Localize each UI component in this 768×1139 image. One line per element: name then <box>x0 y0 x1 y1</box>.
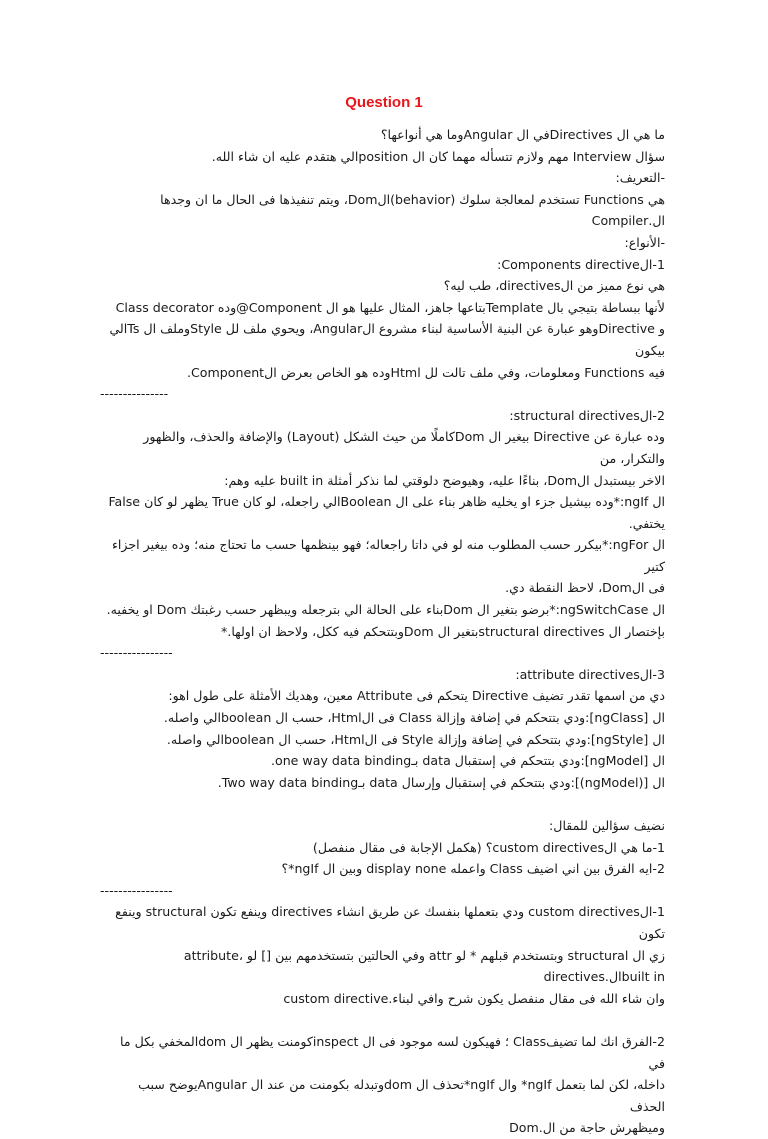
text-line: 2-ايه الفرق بين اني اضيف Class واعمله display none وبين ال ngIf*؟ <box>281 861 665 877</box>
text-line: -الأنواع: <box>624 234 665 250</box>
text-line: ال [(ngModel)]:ودي بتتحكم في إستقبال وإرسال data بـTwo way data binding. <box>217 774 665 790</box>
text-line: ال ngFor:*بيكرر حسب المطلوب منه لو في داتا راجعاله؛ فهو بينظمها حسب ما تحتاج منه؛ وده بيغير اجزاء كتير <box>112 537 665 574</box>
text-line: 1-ما هي الcustom directives؟ (هكمل الإجابة فى مقال منفصل) <box>312 839 665 855</box>
text-line: 3-الattribute directives: <box>515 666 665 682</box>
separator-line: ---------------- <box>100 882 173 898</box>
separator-line: --------------- <box>100 386 169 402</box>
text-line: ال [ngClass]:ودي بتتحكم في إضافة وإزالة Class فى الHtml، حسب ال booleanالي واصله. <box>163 710 665 726</box>
text-line: وميظهرش حاجة من ال.Dom <box>509 1120 665 1136</box>
text-line: و Directiveوهو عبارة عن البنية الأساسية لبناء مشروع الAngular، ويحوي ملف لل Styleوملف ال Tsالي بيكون <box>109 321 665 358</box>
blank-line <box>100 1009 665 1031</box>
text-line: ال [ngStyle]:ودي بتتحكم في إضافة وإزالة Style فى الHtml، حسب ال booleanالي واصله. <box>166 731 665 747</box>
text-line: بإختصار ال structural directivesبتغير ال Domوبتتحكم فيه ككل، ولاحظ ان اولها.* <box>221 623 665 639</box>
text-line: الاخر بيستبدل الDom، بناءًا عليه، وهيوضح دلوقتي لما نذكر أمثلة built in عليه وهم: <box>224 472 665 488</box>
document-body <box>100 124 665 1139</box>
text-line: 1-الComponents directive: <box>497 256 665 272</box>
text-line: 2-الفرق انك لما تضيفClass ؛ فهيكون لسه موجود فى ال inspectكومنت يظهر ال domالمخفي بكل ما في <box>120 1033 665 1071</box>
text-line: داخله، لكن لما بتعمل ngIf* وال ngIf*تحذف ال domوتبدله بكومنت من عند ال Angularيوضح سبب الحذف <box>138 1077 665 1114</box>
text-line: 2-الstructural directives: <box>509 407 665 423</box>
blank-line <box>100 793 665 815</box>
text-line: نضيف سؤالين للمقال: <box>549 818 665 833</box>
text-line: لأنها ببساطة بتيجي بال Templateبتاعها جاهز، المثال عليها هو ال Component@وده Class decorator <box>115 299 665 315</box>
text-line: ال ngIf:*وده بيشيل جزء او يخليه ظاهر بناء على ال Booleanالي راجعله، لو كان True يظهر لو كان False يختفي. <box>108 494 665 531</box>
text-line: وده عبارة عن Directive بيغير ال Domكاملًا من حيث الشكل (Layout) والإضافة والحذف، والظهور والتكرار، من <box>143 429 665 466</box>
text-line: attribute، وفي الحالتين بتستخدمهم بين [] لو attr وبتستخدم قبلهم * لو structural زي ال directives.الbuilt in <box>183 947 665 985</box>
text-line: سؤال Interview مهم ولازم تتسأله مهما كان ال positionالي هتقدم عليه ان شاء الله. <box>211 148 665 164</box>
text-line: ما هي ال Directivesفي ال Angularوما هي أنواعها؟ <box>380 127 665 142</box>
text-line: ال [ngModel]:ودي بتتحكم في إستقبال data بـone way data binding. <box>270 753 665 769</box>
document-title: Question 1 <box>345 94 423 111</box>
text-line: هي نوع مميز من الdirectives، طب ليه؟ <box>443 278 665 294</box>
text-line: -التعريف: <box>615 170 665 186</box>
separator-line: ---------------- <box>100 645 173 661</box>
text-line: فيه Functions ومعلومات، وفي ملف تالت لل Htmlوده هو الخاص بعرض الComponent. <box>186 364 665 380</box>
text-line: هي Functions تستخدم لمعالجة سلوك (behavior)الDom، ويتم تنفيذها فى الحال ما ان وجدها ال.Compiler <box>160 191 665 229</box>
text-line: 1-الcustom directives ودي بتعملها بنفسك عن طريق انشاء directives وينفع تكون structural وينفع تكون <box>115 904 665 941</box>
text-line: دي من اسمها تقدر تضيف Directive يتحكم فى Attribute معين، وهديك الأمثلة على طول اهو: <box>168 688 665 704</box>
text-line: ال ngSwitchCase:*برضو بتغير ال Domبناء على الحالة الي بترجعله ويبظهر حسب رغبتك Dom او يخفيه. <box>106 602 665 618</box>
text-line: وان شاء الله فى مقال منفصل يكون شرح وافي لبناء.custom directive <box>283 990 665 1006</box>
text-line: فى الDom، لاحظ النقطة دي. <box>505 580 665 596</box>
